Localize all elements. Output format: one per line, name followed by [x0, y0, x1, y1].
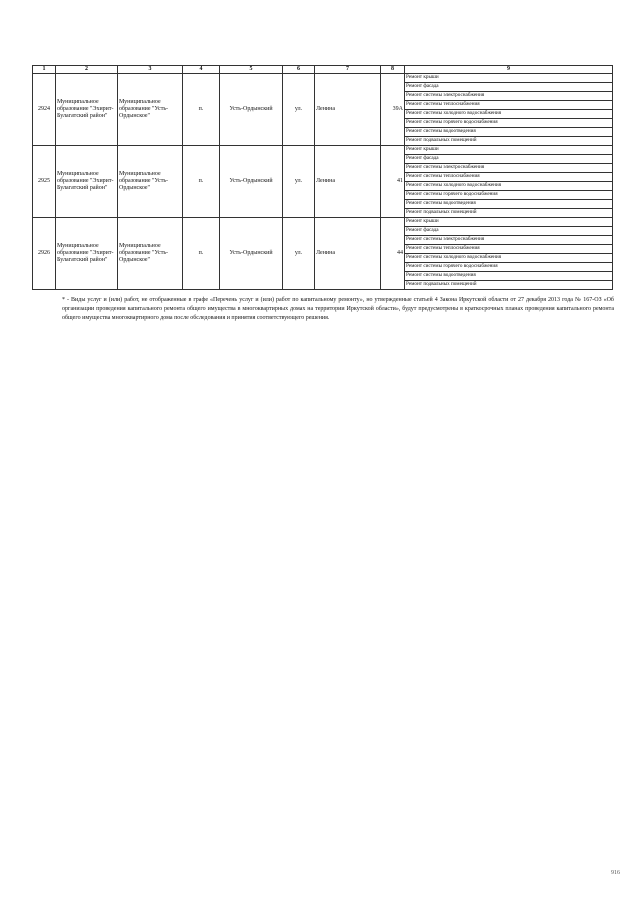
work-item-cell: Ремонт системы электроснабжения [405, 164, 613, 173]
locality-type-cell: п. [183, 146, 220, 218]
work-item-cell: Ремонт крыши [405, 74, 613, 83]
work-item-cell: Ремонт системы теплоснабжения [405, 101, 613, 110]
work-item-cell: Ремонт системы водоотведения [405, 128, 613, 137]
col-header-9: 9 [405, 66, 613, 74]
page-number: 916 [611, 870, 620, 876]
work-item-cell: Ремонт подвальных помещений [405, 209, 613, 218]
repair-register-table [32, 65, 613, 290]
col-header-3: 3 [118, 66, 183, 74]
work-item-cell: Ремонт системы электроснабжения [405, 92, 613, 101]
work-item-cell: Ремонт крыши [405, 218, 613, 227]
locality-cell: Усть-Ордынский [220, 74, 283, 146]
street-type-cell: ул. [283, 218, 315, 290]
table-row [33, 218, 613, 227]
work-item-cell: Ремонт системы теплоснабжения [405, 245, 613, 254]
work-item-cell: Ремонт системы электроснабжения [405, 236, 613, 245]
work-item-cell: Ремонт системы холодного водоснабжения [405, 182, 613, 191]
work-item-cell: Ремонт фасада [405, 155, 613, 164]
table-body [33, 74, 613, 290]
work-item-cell: Ремонт системы холодного водоснабжения [405, 110, 613, 119]
work-item-cell: Ремонт системы горячего водоснабжения [405, 263, 613, 272]
table-row [33, 74, 613, 83]
locality-cell: Усть-Ордынский [220, 146, 283, 218]
col-header-7: 7 [315, 66, 381, 74]
street-cell: Ленина [315, 218, 381, 290]
header-row [33, 66, 613, 74]
work-item-cell: Ремонт подвальных помещений [405, 281, 613, 290]
district-cell: Муниципальное образование "Эхирит-Булагатский район" [56, 218, 118, 290]
col-header-6: 6 [283, 66, 315, 74]
work-item-cell: Ремонт крыши [405, 146, 613, 155]
house-number-cell: 39А [381, 74, 405, 146]
col-header-1: 1 [33, 66, 56, 74]
work-item-cell: Ремонт системы водоотведения [405, 200, 613, 209]
house-number-cell: 41 [381, 146, 405, 218]
col-header-4: 4 [183, 66, 220, 74]
settlement-cell: Муниципальное образование "Усть-Ордынское" [118, 74, 183, 146]
locality-type-cell: п. [183, 218, 220, 290]
row-number: 2925 [33, 146, 56, 218]
row-number: 2924 [33, 74, 56, 146]
district-cell: Муниципальное образование "Эхирит-Булагатский район" [56, 74, 118, 146]
work-item-cell: Ремонт подвальных помещений [405, 137, 613, 146]
row-number: 2926 [33, 218, 56, 290]
work-item-cell: Ремонт системы горячего водоснабжения [405, 191, 613, 200]
footnote: * - Виды услуг и (или) работ, не отображенные в графе «Перечень услуг и (или) работ по капитальному ремонту», но утвержденные статьей 4 Закона Иркутской области от 27 декабря 2013 года № 167-ОЗ «Об организации проведения капитального ремонта общего имущества в многоквартирных домах на территории Иркутской области», будут предусмотрены в краткосрочных планах проведения капитального ремонта общего имущества многоквартирного дома после обследования и принятия соответствующего решения. [62, 297, 614, 321]
work-item-cell: Ремонт системы водоотведения [405, 272, 613, 281]
col-header-5: 5 [220, 66, 283, 74]
locality-cell: Усть-Ордынский [220, 218, 283, 290]
work-item-cell: Ремонт системы холодного водоснабжения [405, 254, 613, 263]
col-header-2: 2 [56, 66, 118, 74]
work-item-cell: Ремонт системы теплоснабжения [405, 173, 613, 182]
table-row [33, 146, 613, 155]
work-item-cell: Ремонт фасада [405, 83, 613, 92]
work-item-cell: Ремонт фасада [405, 227, 613, 236]
col-header-8: 8 [381, 66, 405, 74]
house-number-cell: 44 [381, 218, 405, 290]
settlement-cell: Муниципальное образование "Усть-Ордынское" [118, 146, 183, 218]
street-type-cell: ул. [283, 146, 315, 218]
locality-type-cell: п. [183, 74, 220, 146]
street-cell: Ленина [315, 74, 381, 146]
settlement-cell: Муниципальное образование "Усть-Ордынское" [118, 218, 183, 290]
street-cell: Ленина [315, 146, 381, 218]
district-cell: Муниципальное образование "Эхирит-Булагатский район" [56, 146, 118, 218]
street-type-cell: ул. [283, 74, 315, 146]
work-item-cell: Ремонт системы горячего водоснабжения [405, 119, 613, 128]
